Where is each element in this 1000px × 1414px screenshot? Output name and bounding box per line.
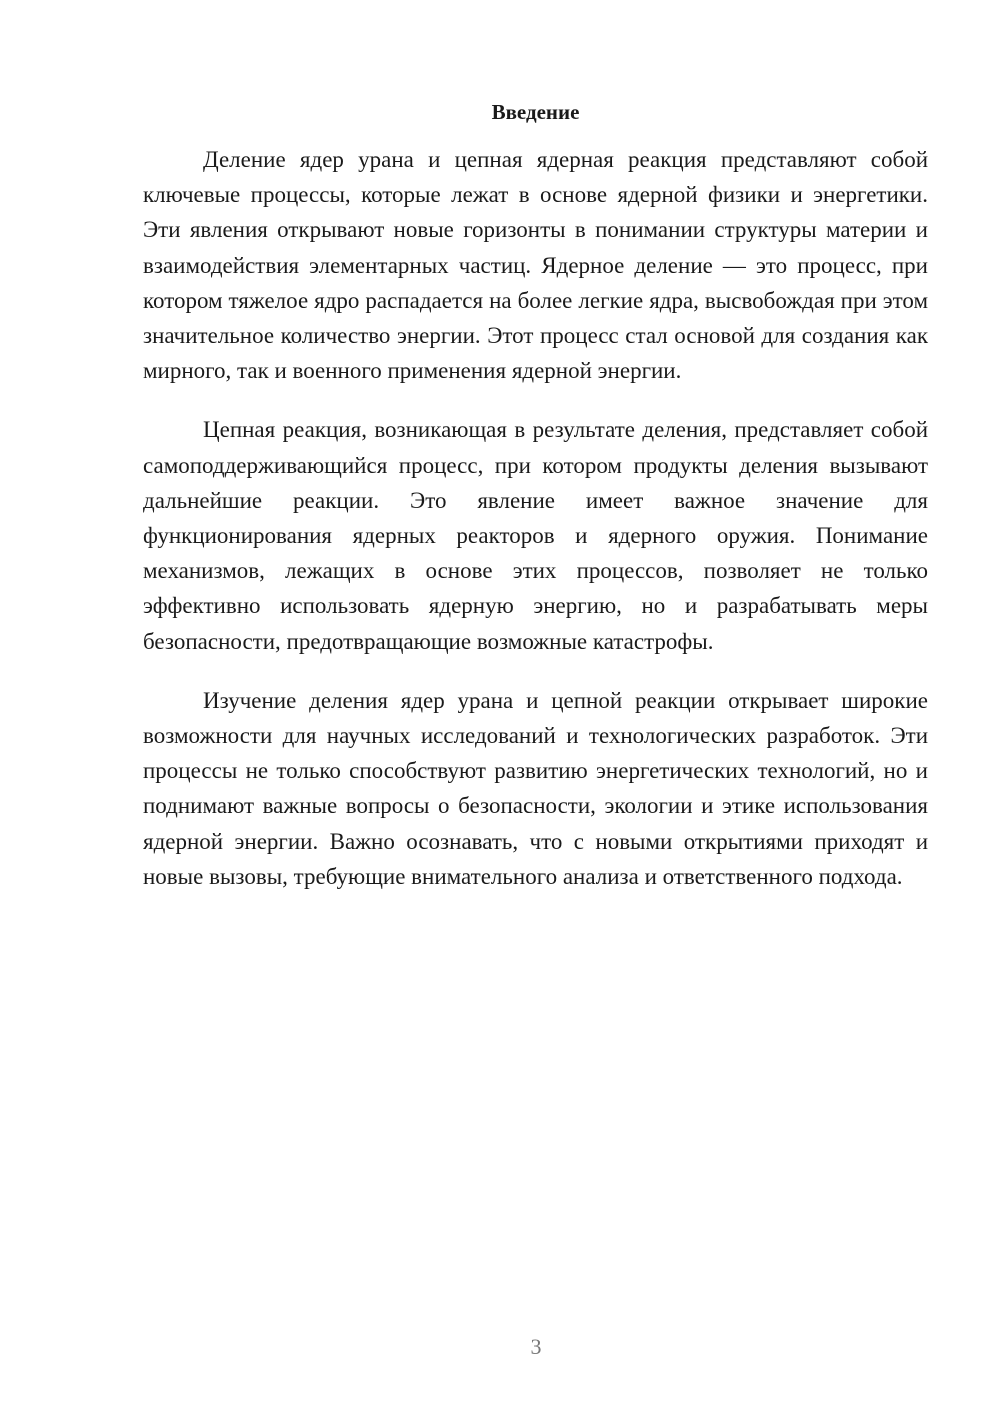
paragraph-3: Изучение деления ядер урана и цепной реакции открывает широкие возможности для научных исследований и технологических разработок. Эти процессы не только способствуют развитию энергетических технологий, но и поднимают важные вопросы о безопасности, экологии и этике использования ядерной энергии. Важно осознавать, что с новыми открытиями приходят и новые вызовы, требующие внимательного анализа и ответственного подхода. [143, 687, 928, 889]
body-text [143, 142, 928, 918]
page-number: 3 [530, 1334, 542, 1359]
paragraph-2: Цепная реакция, возникающая в результате деления, представляет собой самоподдерживающийся процесс, при котором продукты деления вызывают дальнейшие реакции. Это явление имеет важное значение для функционирования ядерных реакторов и ядерного оружия. Понимание механизмов, лежащих в основе этих процессов, позволяет не только эффективно использовать ядерную энергию, но и разрабатывать меры безопасности, предотвращающие возможные катастрофы. [143, 417, 928, 654]
paragraph-1: Деление ядер урана и цепная ядерная реакция представляют собой ключевые процессы, которые лежат в основе ядерной физики и энергетики. Эти явления открывают новые горизонты в понимании структуры материи и взаимодействия элементарных частиц. Ядерное деление — это процесс, при котором тяжелое ядро распадается на более легкие ядра, высвобождая при этом значительное количество энергии. Этот процесс стал основой для создания как мирного, так и военного применения ядерной энергии. [143, 147, 928, 384]
page-title: Введение [491, 100, 580, 124]
